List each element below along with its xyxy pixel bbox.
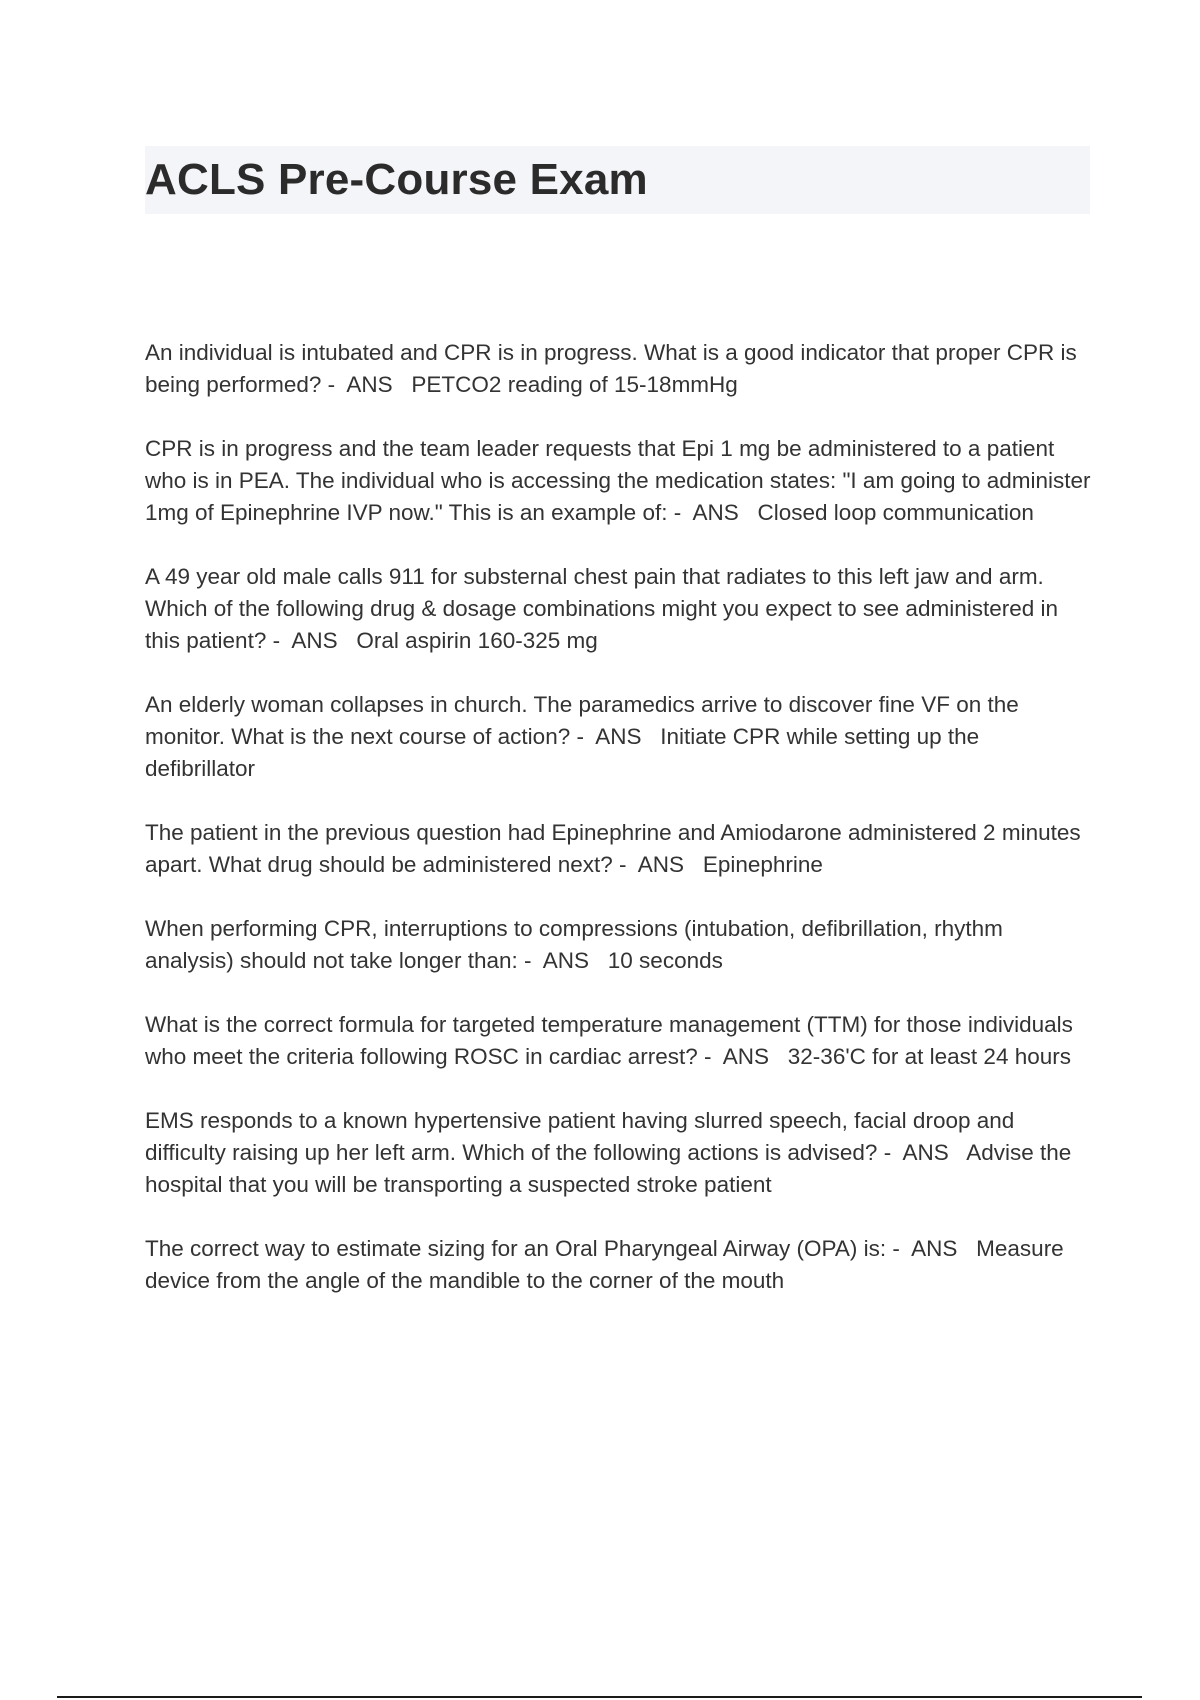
qa-item: EMS responds to a known hypertensive patient having slurred speech, facial droop and difficulty raising up her left arm. Which of the following actions is advised? - ANS Advise the hospital that you will be transporting a suspected stroke patient xyxy=(145,1108,1072,1197)
page-title: ACLS Pre-Course Exam xyxy=(145,155,648,204)
question-text: An elderly woman collapses in church. The paramedics arrive to discover fine VF on the monitor. What is the next course of action? xyxy=(145,692,1019,749)
answer-marker: ANS xyxy=(637,852,685,877)
question-text: A 49 year old male calls 911 for substernal chest pain that radiates to this left jaw and arm. Which of the following drug & dosage combinations might you expect to see administered in this patient? xyxy=(145,564,1059,653)
answer-text: 10 seconds xyxy=(607,948,723,973)
question-text: An individual is intubated and CPR is in progress. What is a good indicator that proper CPR is being performed? xyxy=(145,340,1077,397)
qa-item: An elderly woman collapses in church. The paramedics arrive to discover fine VF on the monitor. What is the next course of action? - ANS Initiate CPR while setting up the defibrillator xyxy=(145,692,1019,781)
answer-marker: ANS xyxy=(722,1044,770,1069)
title-banner xyxy=(145,146,1090,214)
answer-text: Measure device from the angle of the mandible to the corner of the mouth xyxy=(145,1236,1064,1293)
answer-text: 32-36'C for at least 24 hours xyxy=(787,1044,1071,1069)
question-text: When performing CPR, interruptions to compressions (intubation, defibrillation, rhythm analysis) should not take longer than: xyxy=(145,916,1003,973)
qa-item: The correct way to estimate sizing for an Oral Pharyngeal Airway (OPA) is: - ANS Measure device from the angle of the mandible to the corner of the mouth xyxy=(145,1236,1064,1293)
answer-marker: ANS xyxy=(902,1140,949,1165)
page-bottom-divider xyxy=(57,1696,1142,1698)
question-text: The patient in the previous question had Epinephrine and Amiodarone administered 2 minutes apart. What drug should be administered next? xyxy=(145,820,1081,877)
qa-item: The patient in the previous question had Epinephrine and Amiodarone administered 2 minutes apart. What drug should be administered next? - ANS Epinephrine xyxy=(145,820,1081,877)
answer-marker: ANS xyxy=(346,372,393,397)
answer-marker: ANS xyxy=(911,1236,958,1261)
question-text: CPR is in progress and the team leader requests that Epi 1 mg be administered to a patient who is in PEA. The individual who is accessing the medication states: "I am going to administer 1mg of Epinephrine IVP now." This is an example of: xyxy=(145,436,1091,525)
answer-text: Initiate CPR while setting up the defibrillator xyxy=(145,724,980,781)
answer-text: PETCO2 reading of 15-18mmHg xyxy=(411,372,738,397)
answer-text: Advise the hospital that you will be transporting a suspected stroke patient xyxy=(145,1140,1072,1197)
question-text: What is the correct formula for targeted temperature management (TTM) for those individuals who meet the criteria following ROSC in cardiac arrest? xyxy=(145,1012,1073,1069)
qa-item: A 49 year old male calls 911 for substernal chest pain that radiates to this left jaw and arm. Which of the following drug & dosage combinations might you expect to see administered in this patient? - ANS Oral aspirin 160-325 mg xyxy=(145,564,1059,653)
answer-text: Closed loop communication xyxy=(757,500,1034,525)
answer-text: Oral aspirin 160-325 mg xyxy=(356,628,598,653)
qa-item: CPR is in progress and the team leader requests that Epi 1 mg be administered to a patient who is in PEA. The individual who is accessing the medication states: "I am going to administer 1mg of Epinephrine IVP now." This is an example of: - ANS Closed loop communication xyxy=(145,436,1091,525)
answer-text: Epinephrine xyxy=(702,852,823,877)
answer-marker: ANS xyxy=(542,948,590,973)
qa-item: What is the correct formula for targeted temperature management (TTM) for those individuals who meet the criteria following ROSC in cardiac arrest? - ANS 32-36'C for at least 24 hours xyxy=(145,1012,1073,1069)
answer-marker: ANS xyxy=(595,724,642,749)
answer-marker: ANS xyxy=(291,628,338,653)
qa-item: When performing CPR, interruptions to compressions (intubation, defibrillation, rhythm analysis) should not take longer than: - ANS 10 seconds xyxy=(145,916,1003,973)
question-text: The correct way to estimate sizing for an Oral Pharyngeal Airway (OPA) is: xyxy=(145,1236,887,1261)
question-text: EMS responds to a known hypertensive patient having slurred speech, facial droop and difficulty raising up her left arm. Which of the following actions is advised? xyxy=(145,1108,1015,1165)
qa-item: An individual is intubated and CPR is in progress. What is a good indicator that proper CPR is being performed? - ANS PETCO2 reading of 15-18mmHg xyxy=(145,340,1077,397)
answer-marker: ANS xyxy=(692,500,739,525)
qa-list xyxy=(145,337,1095,1329)
